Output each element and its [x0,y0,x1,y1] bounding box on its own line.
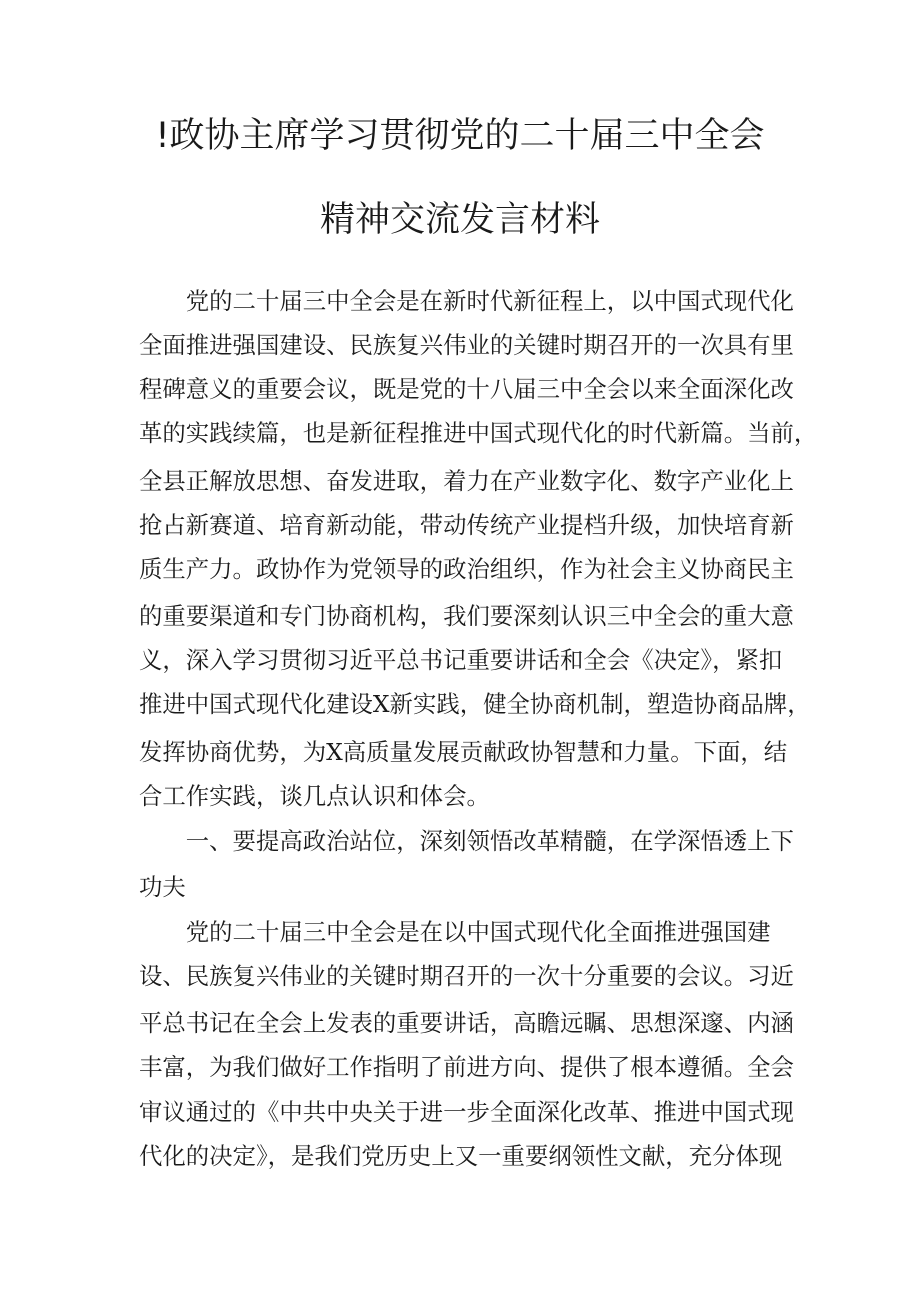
body-line: 审议通过的《中共中央关于进一步全面深化改革、推进中国式现 [139,1098,794,1126]
section-heading-line: 一、要提高政治站位，深刻领悟改革精髓，在学深悟透上下 [139,827,794,855]
body-line: 质生产力。政协作为党领导的政治组织，作为社会主义协商民主 [139,555,794,583]
body-line: 党的二十届三中全会是在新时代新征程上，以中国式现代化 [139,287,794,315]
body-line: 平总书记在全会上发表的重要讲话，高瞻远瞩、思想深邃、内涵 [139,1009,794,1037]
body-line: 代化的决定》，是我们党历史上又一重要纲领性文献，充分体现 [139,1142,783,1170]
body-line: 党的二十届三中全会是在以中国式现代化全面推进强国建 [139,918,771,946]
body-line: 发挥协商优势，为X高质量发展贡献政协智慧和力量。下面，结 [139,738,788,766]
section-heading-line: 功夫 [139,873,186,901]
body-line: 义，深入学习贯彻习近平总书记重要讲话和全会《决定》，紧扣 [139,646,783,674]
body-line: 推进中国式现代化建设X新实践，健全协商机制，塑造协商品牌， [139,690,811,718]
document-title-line-2: 精神交流发言材料 [319,200,600,240]
body-line: 全县正解放思想、奋发进取，着力在产业数字化、数字产业化上 [139,467,794,495]
body-line: 抢占新赛道、培育新动能，带动传统产业提档升级，加快培育新 [139,511,794,539]
body-line: 全面推进强国建设、民族复兴伟业的关键时期召开的一次具有里 [139,331,794,359]
body-line: 设、民族复兴伟业的关键时期召开的一次十分重要的会议。习近 [139,962,794,990]
body-line: 革的实践续篇，也是新征程推进中国式现代化的时代新篇。当前， [139,419,818,447]
body-line: 的重要渠道和专门协商机构，我们要深刻认识三中全会的重大意 [139,602,794,630]
body-line: 合工作实践，谈几点认识和体会。 [139,782,490,810]
body-line: 程碑意义的重要会议，既是党的十八届三中全会以来全面深化改 [139,375,794,403]
body-line: 丰富，为我们做好工作指明了前进方向、提供了根本遵循。全会 [139,1053,794,1081]
document-title-line-1: !政协主席学习贯彻党的二十届三中全会 [155,116,765,156]
